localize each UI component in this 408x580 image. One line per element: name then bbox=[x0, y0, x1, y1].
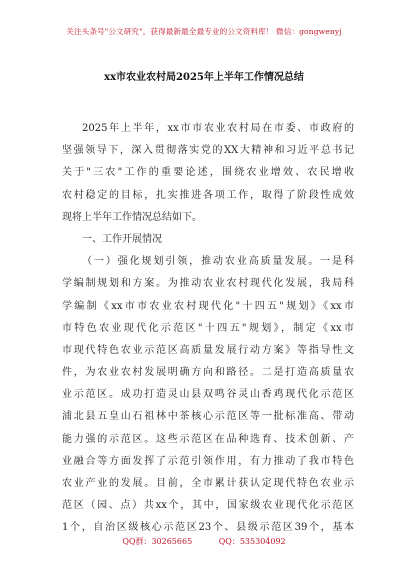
body-line: （一）强化规划引领，推动农业高质量发展。一是科 bbox=[82, 256, 354, 268]
document-title: xx市农业农村局2025年上半年工作情况总结 bbox=[104, 72, 304, 83]
body-line: 业融合等方面发挥了示范引领作用，有力推动了我市特色 bbox=[62, 455, 354, 467]
body-line: 业示范区。成功打造灵山县双鸣谷灵山香鸡现代化示范区 bbox=[62, 389, 354, 401]
body-line: 农村稳定的目标，扎实推进各项工作，取得了阶段性成效 bbox=[62, 189, 354, 201]
body-line: 农业产业的发展。目前，全市累计获认定现代特色农业示 bbox=[62, 478, 354, 489]
body-line: 件，为农业农村发展明确方向和路径。二是打造高质量农 bbox=[62, 367, 354, 379]
body-line: 关于"三农"工作的重要论述，围绕农业增效、农民增收 bbox=[62, 167, 354, 179]
footer-qq-group: QQ群：30265665 bbox=[122, 537, 193, 546]
header-banner: 关注头条号"公文研究"，获得最新最全最专业的公文资料库！ 微信：gongwenyj bbox=[66, 27, 342, 36]
footer-qq: QQ：535304092 bbox=[218, 537, 286, 546]
body-line: 学编制《xx市市农业农村现代化"十四五"规划》《xx市 bbox=[62, 300, 354, 312]
body-line: 坚强领导下，深入贯彻落实党的XX大精神和习近平总书记 bbox=[62, 145, 354, 157]
body-line: 能力强的示范区。这些示范区在品种选育、技术创新、产 bbox=[62, 433, 354, 445]
body-line: 范区（园、点）共xx个，其中，国家级农业现代化示范区 bbox=[62, 500, 354, 512]
body-line: 市特色农业现代化示范区"十四五"规划》，制定《xx市 bbox=[62, 322, 354, 334]
body-line: 学编制规划和方案。为推动农业农村现代化发展，我局科 bbox=[62, 278, 354, 290]
footer-contact bbox=[0, 536, 408, 547]
document-body bbox=[62, 118, 354, 540]
body-line: 2025年上半年，xx市市农业农村局在市委、市政府的 bbox=[82, 123, 354, 134]
body-line: 市现代特色农业示范区高质量发展行动方案》等指导性文 bbox=[62, 344, 354, 356]
body-line: 一、工作开展情况 bbox=[82, 233, 162, 245]
body-line: 1个，自治区级核心示范区23个、县级示范区39个，基本 bbox=[62, 522, 354, 534]
body-line: 现将上半年工作情况总结如下。 bbox=[62, 211, 202, 223]
body-line: 浦北县五皇山石祖林中茶核心示范区等一批标准高、带动 bbox=[62, 411, 354, 423]
